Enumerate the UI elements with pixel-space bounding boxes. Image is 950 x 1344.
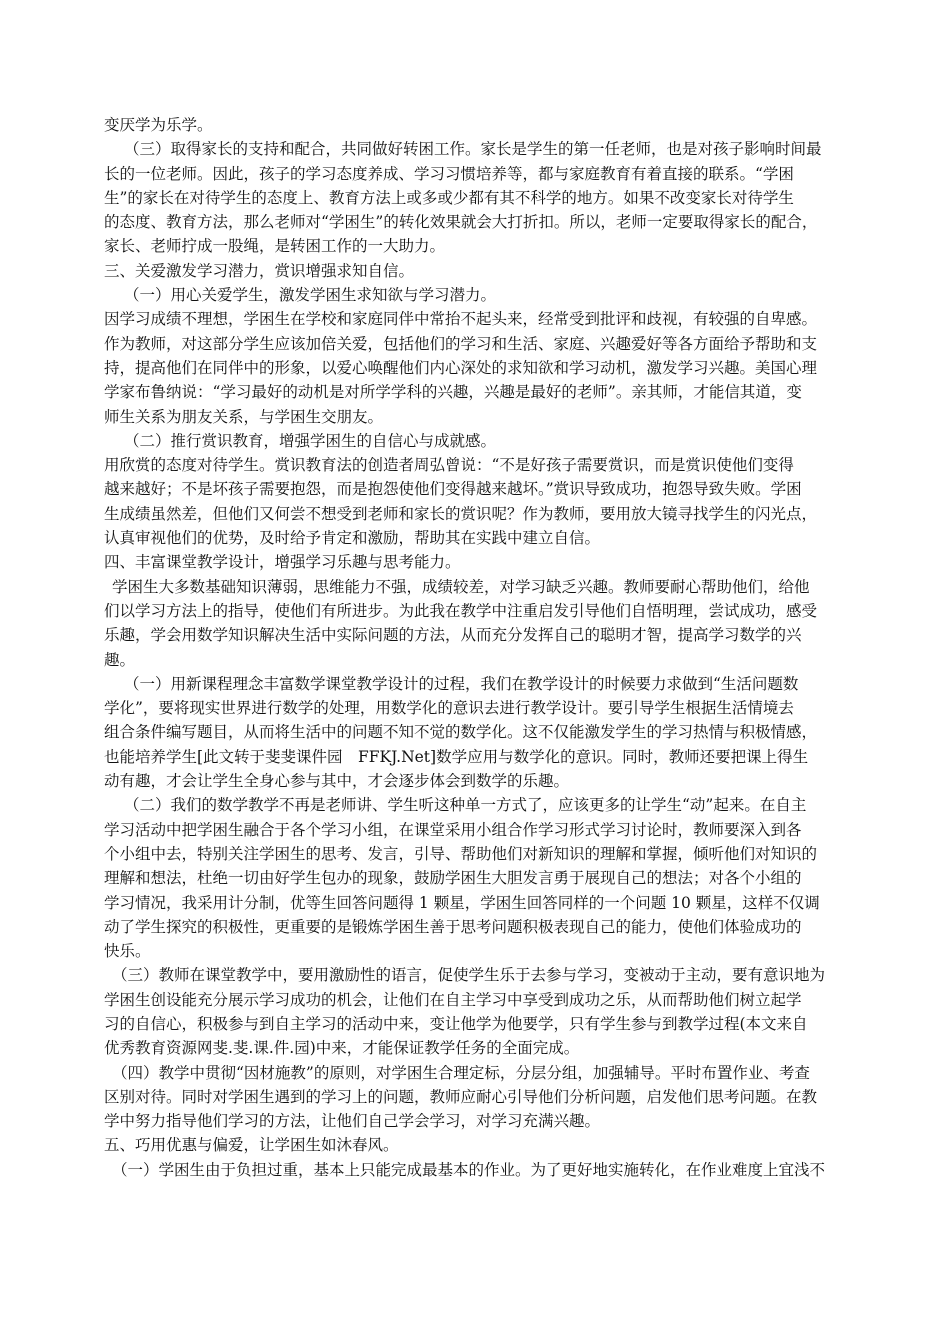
text-line: （四）教学中贯彻“因材施教”的原则，对学困生合理定标，分层分组，加强辅导。平时布置作业、考查 [112,1063,810,1082]
text-line: 们以学习方法上的指导，使他们有所进步。为此我在教学中注重启发引导他们自悟明理，尝试成功，感受 [104,601,818,620]
text-line: 家长、老师拧成一股绳，是转困工作的一大助力。 [104,237,446,256]
text-line: 持，提高他们在同伴中的形象，以爱心唤醒他们内心深处的求知欲和学习动机，激发学习兴趣。美国心理 [104,358,818,377]
text-line: 动有趣，才会让学生全身心参与其中，才会逐步体会到数学的乐趣。 [104,772,570,791]
text-line: 三、关爱激发学习潜力，赏识增强求知自信。 [104,261,415,280]
text-line: （三）取得家长的支持和配合，共同做好转困工作。家长是学生的第一任老师，也是对孩子影响时间最 [124,140,822,159]
text-line: （二）推行赏识教育，增强学困生的自信心与成就感。 [124,431,497,450]
text-line: 变厌学为乐学。 [104,116,213,134]
text-line: 区别对待。同时对学困生遇到的学习上的问题，教师应耐心引导他们分析问题，启发他们思考问题。在教 [104,1087,818,1106]
text-line: 五、巧用优惠与偏爱，让学困生如沐春风。 [104,1136,399,1155]
text-line: （三）教师在课堂教学中，要用激励性的语言，促使学生乐于去参与学习，变被动于主动，要有意识地为 [112,966,826,985]
text-line: （二）我们的数学教学不再是老师讲、学生听这种单一方式了，应该更多的让学生“动”起来。在自主 [124,796,807,815]
text-line: （一）学困生由于负担过重，基本上只能完成最基本的作业。为了更好地实施转化，在作业难度上宜浅不 [112,1160,826,1179]
text-line: 学困生大多数基础知识薄弱，思维能力不强，成绩较差，对学习缺乏兴趣。教师要耐心帮助他们，给他 [112,577,810,596]
text-line: 四、丰富课堂教学设计，增强学习乐趣与思考能力。 [104,553,461,572]
text-line: 的态度、教育方法，那么老师对“学困生”的转化效果就会大打折扣。所以，老师一定要取得家长的配合， [104,213,818,232]
text-line: 学习活动中把学困生融合于各个学习小组，在课堂采用小组合作学习形式学习讨论时，教师要深入到各 [104,820,802,839]
text-line: 快乐。 [104,942,151,961]
text-line: 动了学生探究的积极性，更重要的是锻炼学困生善于思考问题积极表现自己的能力，使他们体验成功的 [104,917,802,936]
text-line: 习的自信心，积极参与到自主学习的活动中来，变让他学为他要学，只有学生参与到教学过程(本文来自 [104,1014,808,1033]
text-line: 生成绩虽然差，但他们又何尝不想受到老师和家长的赏识呢？作为教师，要用放大镜寻找学生的闪光点， [104,504,818,523]
text-line: 学中努力指导他们学习的方法，让他们自己学会学习，对学习充满兴趣。 [104,1112,601,1131]
text-line: 作为教师，对这部分学生应该加倍关爱，包括他们的学习和生活、家庭、兴趣爱好等各方面给予帮助和支 [104,334,818,353]
text-line: 师生关系为朋友关系，与学困生交朋友。 [104,407,384,426]
text-line: 认真审视他们的优势，及时给予肯定和激励，帮助其在实践中建立自信。 [104,529,601,548]
text-line: 乐趣，学会用数学知识解决生活中实际问题的方法，从而充分发挥自己的聪明才智，提高学习数学的兴 [104,626,802,645]
text-line: 长的一位老师。因此，孩子的学习态度养成、学习习惯培养等，都与家庭教育有着直接的联系。“学困 [104,164,794,183]
document-body [104,113,852,1182]
text-line: 理解和想法，杜绝一切由好学生包办的现象，鼓励学困生大胆发言勇于展现自己的想法；对各个小组的 [104,869,802,888]
text-line: 学化”，要将现实世界进行数学的处理，用数学化的意识去进行教学设计。要引导学生根据生活情境去 [104,699,794,718]
text-line: （一）用新课程理念丰富数学课堂教学设计的过程，我们在教学设计的时候要力求做到“生活问题数 [124,674,799,693]
text-line: 因学习成绩不理想，学困生在学校和家庭同伴中常抬不起头来，经常受到批评和歧视，有较强的自卑感。 [104,310,818,329]
text-line: 用欣赏的态度对待学生。赏识教育法的创造者周弘曾说：“不是好孩子需要赏识，而是赏识使他们变得 [104,456,794,475]
text-line: 学家布鲁纳说：“学习最好的动机是对所学学科的兴趣，兴趣是最好的老师”。亲其师，才能信其道，变 [104,383,802,402]
text-line: 也能培养学生[此文转于斐斐课件园 FFKJ.Net]数学应用与数学化的意识。同时，教师还要把课上得生 [104,747,809,766]
text-line: 学习情况，我采用计分制，优等生回答问题得 1 颗星，学困生回答同样的一个问题 10 颗星，这样不仅调 [104,893,820,912]
text-line: 趣。 [104,650,136,669]
text-line: （一）用心关爱学生，激发学困生求知欲与学习潜力。 [124,286,497,305]
text-line: 生”的家长在对待学生的态度上、教育方法上或多或少都有其不科学的地方。如果不改变家长对待学生 [104,188,794,207]
text-line: 优秀教育资源网斐.斐.课.件.园)中来，才能保证教学任务的全面完成。 [104,1039,580,1058]
text-line: 个小组中去，特别关注学困生的思考、发言，引导、帮助他们对新知识的理解和掌握，倾听他们对知识的 [104,844,818,863]
text-line: 学困生创设能充分展示学习成功的机会，让他们在自主学习中享受到成功之乐，从而帮助他们树立起学 [104,990,802,1009]
text-line: 组合条件编写题目，从而将生活中的问题不知不觉的数学化。这不仅能激发学生的学习热情与积极情感， [104,723,818,742]
text-line: 越来越好；不是坏孩子需要抱怨，而是抱怨使他们变得越来越坏。”赏识导致成功，抱怨导致失败。学困 [104,480,802,499]
